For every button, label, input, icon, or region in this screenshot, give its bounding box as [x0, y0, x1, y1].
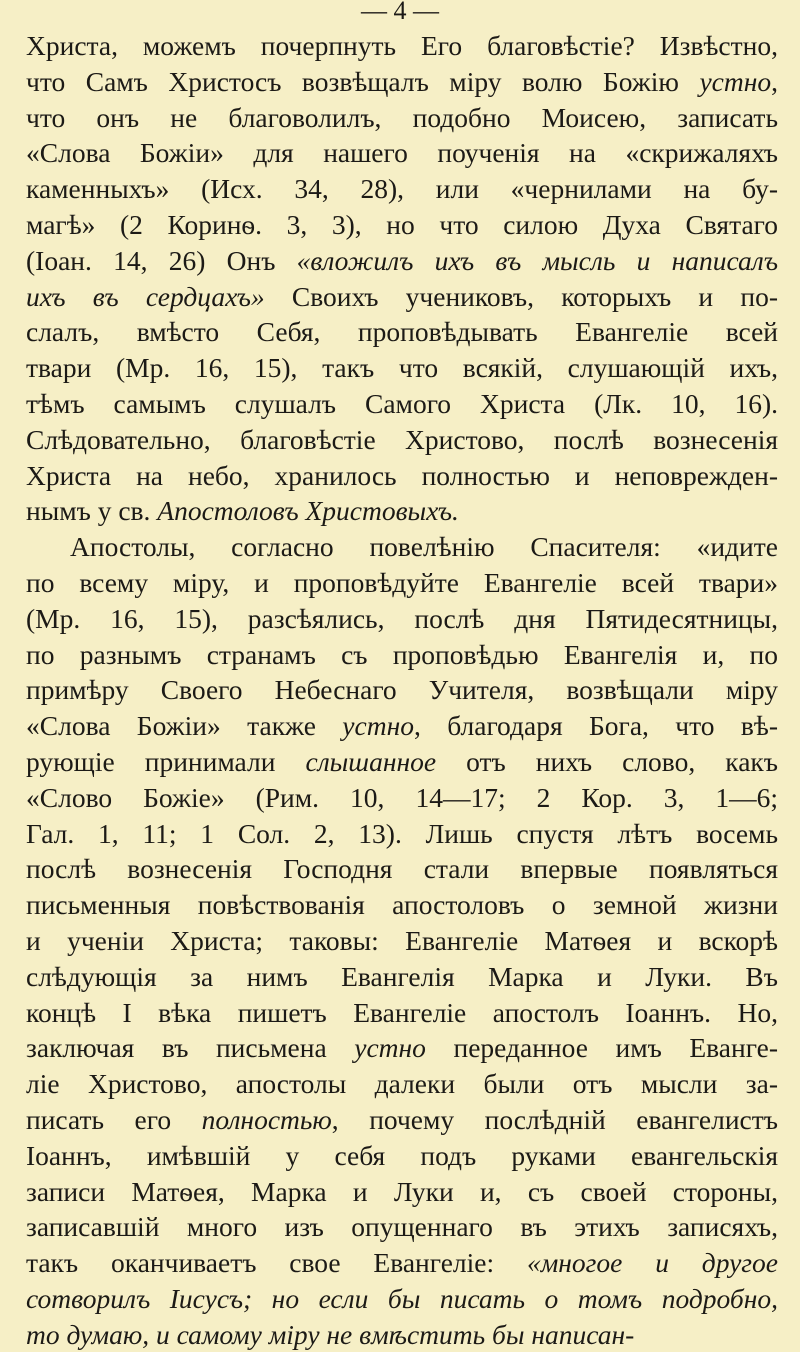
text-segment: , почему послѣдній евангелистъ: [331, 1103, 778, 1135]
text-line: [26, 1030, 778, 1066]
italic-text: ихъ въ сердцахъ»: [26, 280, 265, 312]
text-line: [26, 64, 778, 100]
text-line: [26, 816, 778, 852]
text-segment: слѣдующія за нимъ Евангелія Марка и Луки. Въ: [26, 960, 778, 992]
text-segment: «Слова Божіи» для нашего поученія на «скрижаляхъ: [26, 137, 778, 169]
text-segment: Іоаннъ, имѣвшій у себя подъ руками евангельскія: [26, 1139, 778, 1171]
text-line: [26, 1138, 778, 1174]
text-line: [26, 28, 778, 64]
text-segment: Слѣдовательно, благовѣстіе Христово, послѣ вознесенія: [26, 423, 778, 455]
italic-text: устно: [342, 710, 414, 742]
italic-text: «многое и другое: [526, 1247, 778, 1279]
text-segment: по разнымъ странамъ съ проповѣдью Евангелія и, по: [26, 638, 778, 670]
text-segment: каменныхъ» (Исх. 34, 28), или «чернилами на бу-: [26, 173, 778, 205]
text-line: [26, 1066, 778, 1102]
text-line: [26, 959, 778, 995]
text-segment: записавшій много изъ опущеннаго въ этихъ записяхъ,: [26, 1211, 778, 1243]
text-segment: переданное имъ Еванге-: [425, 1032, 778, 1064]
italic-text: слышанное: [305, 745, 437, 777]
text-segment: что Самъ Христосъ возвѣщалъ міру волю Божію: [26, 65, 700, 97]
italic-text: то думаю, и самому міру не вмѣстить бы написан-: [26, 1318, 635, 1350]
text-segment: (Мр. 16, 15), разсѣялись, послѣ дня Пятидесятницы,: [26, 602, 778, 634]
text-line: [26, 350, 778, 386]
text-segment: Христа, можемъ почерпнуть Его благовѣстіе? Извѣстно,: [26, 30, 778, 61]
text-segment: магѣ» (2 Коринѳ. 3, 3), но что силою Духа Святаго: [26, 208, 778, 240]
text-line: [26, 565, 778, 601]
text-segment: тѣмъ самымъ слушалъ Самого Христа (Лк. 10, 16).: [26, 387, 778, 419]
text-segment: по всему міру, и проповѣдуйте Евангеліе всей твари»: [26, 566, 778, 598]
text-line: [26, 995, 778, 1031]
text-line: [26, 708, 778, 744]
text-segment: заключая въ письмена: [26, 1032, 355, 1064]
text-segment: записи Матѳея, Марка и Луки и, съ своей стороны,: [26, 1175, 778, 1207]
body-text: [26, 28, 778, 1352]
text-line: [26, 744, 778, 780]
italic-text: устно: [699, 65, 772, 97]
text-segment: слалъ, вмѣсто Себя, проповѣдывать Евангеліе всей: [26, 316, 778, 348]
text-segment: что онъ не благоволилъ, подобно Моисею, записать: [26, 101, 778, 133]
text-line: [26, 601, 778, 637]
text-line: [26, 637, 778, 673]
text-segment: ,: [771, 65, 778, 97]
text-line: [26, 135, 778, 171]
text-segment: нымъ у св.: [26, 495, 158, 527]
text-line: [26, 529, 778, 565]
text-segment: , благодаря Бога, что вѣ-: [413, 710, 778, 742]
text-line: [26, 780, 778, 816]
text-line: [26, 1245, 778, 1281]
text-segment: Гал. 1, 11; 1 Сол. 2, 13). Лишь спустя лѣтъ восемь: [26, 817, 778, 849]
text-segment: письменныя повѣствованія апостоловъ о земной жизни: [26, 889, 778, 921]
text-line: [26, 1317, 778, 1352]
text-line: [26, 1102, 778, 1138]
text-segment: твари (Мр. 16, 15), такъ что всякій, слушающій ихъ,: [26, 352, 778, 384]
text-segment: (Іоан. 14, 26) Онъ: [26, 244, 297, 276]
text-line: [26, 100, 778, 136]
text-segment: и ученіи Христа; таковы: Евангеліе Матѳея и вскорѣ: [26, 924, 778, 956]
text-line: [26, 171, 778, 207]
page-number: — 4 —: [361, 0, 439, 25]
text-line: [26, 279, 778, 315]
text-line: [26, 1281, 778, 1317]
text-segment: послѣ вознесенія Господня стали впервые появляться: [26, 853, 778, 885]
text-line: [26, 672, 778, 708]
text-segment: рующіе принимали: [26, 745, 306, 777]
text-segment: Апостолы, согласно повелѣнію Спасителя: «идите: [70, 531, 778, 563]
italic-text: Апостоловъ Христовыхъ.: [157, 495, 459, 527]
text-line: [26, 923, 778, 959]
text-line: [26, 207, 778, 243]
italic-text: сотворилъ Іисусъ; но если бы писать о томъ подробно,: [26, 1282, 778, 1314]
text-segment: отъ нихъ слово, какъ: [436, 745, 778, 777]
paragraph: [26, 529, 778, 1352]
text-line: [26, 851, 778, 887]
text-line: [26, 422, 778, 458]
text-segment: ліе Христово, апостолы далеки были отъ мысли за-: [26, 1068, 778, 1100]
text-segment: «Слова Божіи» также: [26, 710, 343, 742]
text-segment: концѣ I вѣка пишетъ Евангеліе апостолъ Іоаннъ. Но,: [26, 996, 778, 1028]
text-line: [26, 1174, 778, 1210]
text-segment: примѣру Своего Небеснаго Учителя, возвѣщали міру: [26, 674, 778, 706]
italic-text: полностью: [201, 1103, 332, 1135]
italic-text: «вложилъ ихъ въ мысль и написалъ: [296, 244, 778, 276]
text-line: [26, 1209, 778, 1245]
text-line: [26, 458, 778, 494]
text-line: [26, 493, 778, 529]
italic-text: устно: [354, 1032, 426, 1064]
paragraph: [26, 28, 778, 529]
text-segment: такъ оканчиваетъ свое Евангеліе:: [26, 1247, 527, 1279]
text-line: [26, 243, 778, 279]
text-line: [26, 314, 778, 350]
text-segment: Своихъ учениковъ, которыхъ и по-: [264, 280, 779, 312]
text-segment: писать его: [26, 1103, 202, 1135]
text-segment: «Слово Божіе» (Рим. 10, 14—17; 2 Кор. 3, 1—6;: [26, 781, 778, 813]
text-line: [26, 887, 778, 923]
text-segment: Христа на небо, хранилось полностью и неповрежден-: [26, 459, 778, 491]
text-line: [26, 386, 778, 422]
